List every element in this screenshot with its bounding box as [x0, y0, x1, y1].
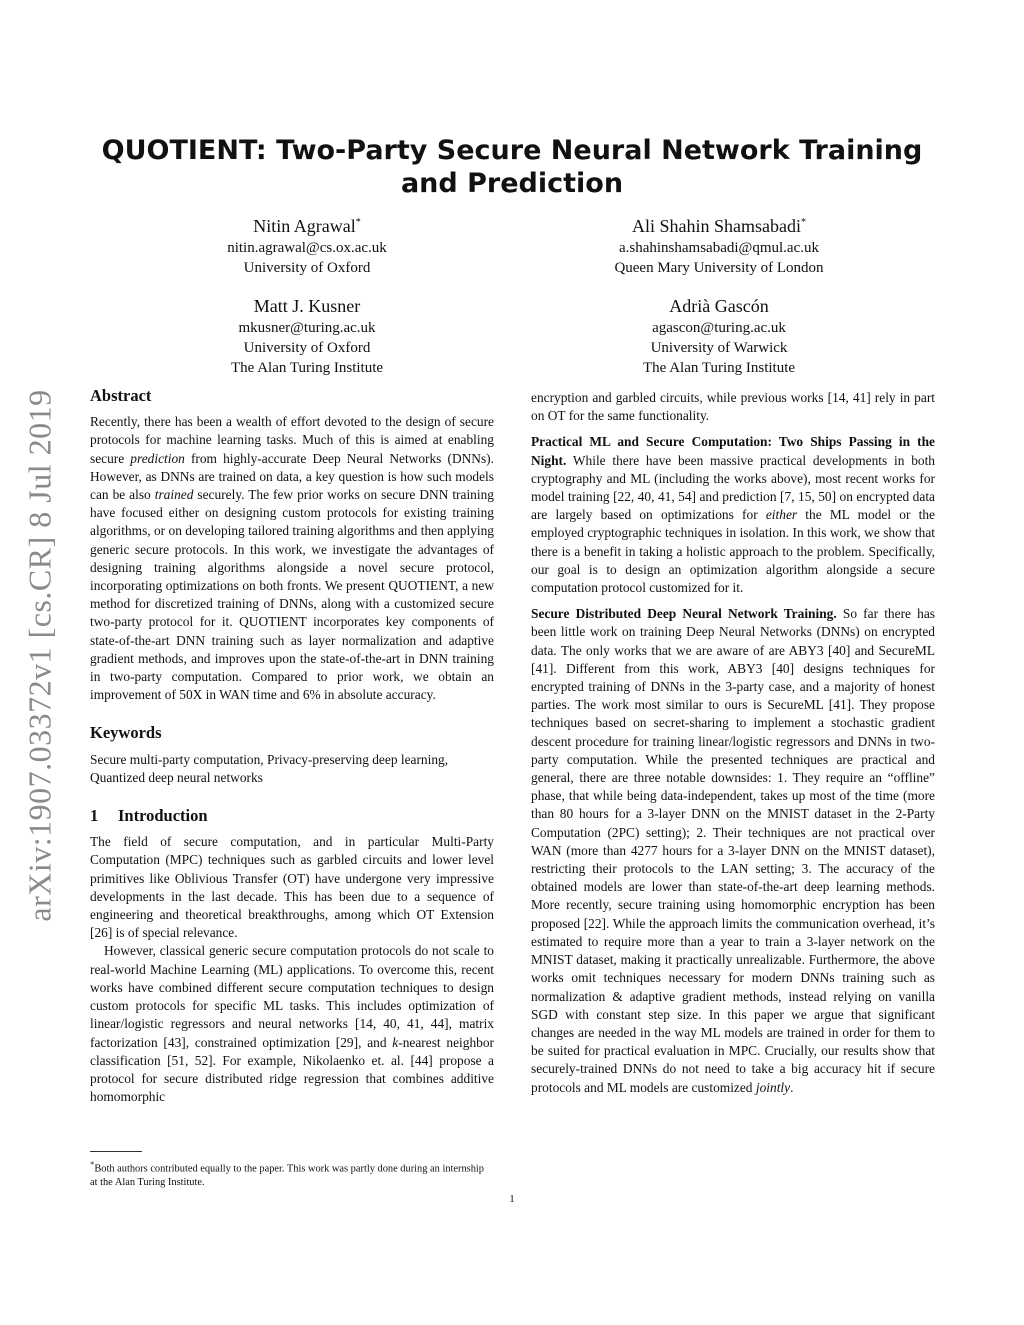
author-name: Adrià Gascón [669, 296, 769, 316]
author-affiliation: University of Oxford [243, 340, 371, 356]
intro-heading: 1 Introduction [90, 806, 208, 826]
intro-paragraph-2: However, classical generic secure computation protocols do not scale to real-world Machine Learning (ML) applications. To overcome this, recent works have combined different secure computation techniques to design custom protocols for specific ML tasks. This includes optimization of linear/logistic regressors and neural networks [14, 40, 41, 44], matrix factorization [43], constrained optimization [29], and k-nearest neighbor classification [51, 52]. For example, Nikolaenko et. al. [44] propose a protocol for secure distributed ridge regression that combines additive homomorphic [90, 943, 494, 1105]
author-name: Matt J. Kusner [253, 296, 361, 316]
author-affiliation: University of Oxford [243, 260, 371, 276]
abstract-text: Recently, there has been a wealth of effort devoted to the design of secure protocols for machine learning tasks. Much of this is aimed at enabling secure prediction from highly-accurate Deep Neural Networks (DNNs). However, as DNNs are trained on data, a key question is how such models can be also trained securely. The few prior works on secure DNN training have focused either on designing custom protocols for existing training algorithms, or on developing tailored training algorithms and then applying generic secure protocols. In this work, we investigate the advantages of designing training algorithms alongside a novel secure protocol, incorporating optimizations on both fronts. We present QUOTIENT, a new method for discretized training of DNNs, along with a customized secure two-party protocol for it. QUOTIENT incorporates key components of state-of-the-art DNN training such as layer normalization and adaptive gradient methods, and improves upon the state-of-the-art in DNN training in two-party computation. Compared to prior work, we obtain an improvement of 50X in WAN time and 6% in absolute accuracy. [90, 414, 494, 703]
author-affiliation: The Alan Turing Institute [230, 360, 384, 376]
page-number: 1 [509, 1193, 515, 1205]
intro-paragraph-1: The field of secure computation, and in particular Multi-Party Computation (MPC) techniques such as garbled circuits and lower level primitives like Oblivious Transfer (OT) have undergone very impressive developments in the last decade. This has been due to a sequence of engineering and theoretical breakthroughs, among which OT Extension [26] is of special relevance. [90, 834, 494, 941]
author-email: a.shahinshamsabadi@qmul.ac.uk [618, 240, 820, 256]
author-block-1 [142, 211, 472, 278]
right-paragraph-1: Practical ML and Secure Computation: Two Ships Passing in the Night. While there have been massive practical developments in both cryptography and ML (including the works above), most recent works for model training [22, 40, 41, 54] and prediction [7, 15, 50] on encrypted data are largely based on optimizations for either the ML model or the employed cryptographic techniques in isolation. In this work, we show that there is a benefit in taking a holistic approach to the problem. Specifically, our goal is to design an optimization algorithm alongside a secure computation protocol customized for it. [531, 434, 936, 596]
footnote: *Both authors contributed equally to the paper. This work was partly done during an internship at the Alan Turing Institute. [90, 1159, 484, 1189]
keywords-heading: Keywords [90, 723, 162, 743]
author-name: Ali Shahin Shamsabadi* [632, 216, 806, 236]
author-block-2 [554, 211, 884, 278]
right-paragraph-2: Secure Distributed Deep Neural Network Training. So far there has been little work on training Deep Neural Networks (DNNs) on encrypted data. The only works that we are aware of are ABY3 [40] and SecureML [41]. Different from this work, ABY3 [40] designs techniques for encrypted training of DNNs in the 3-party case, and a majority of honest parties. The work most similar to ours is SecureML [41]. They propose techniques based on secret-sharing to implement a stochastic gradient descent procedure for training linear/logistic regressors and DNNs in two-party computation. While the presented techniques are practical and general, there are three notable downsides: 1. They require an “offline” phase, that while being data-independent, takes up most of the time (more than 80 hours for a 3-layer DNN on the MNIST dataset in the 2-Party Computation (2PC) setting); 2. Their techniques are not practical over WAN (more than 4277 hours for a 3-layer DNN on the MNIST dataset), restricting their protocols to the LAN setting; 3. The accuracy of the obtained models are lower than state-of-the-art deep learning methods. More recently, secure training using homomorphic encryption has been proposed [22]. While the approach limits the communication overhead, it’s estimated to require more than a year to train a 3-layer network on the MNIST dataset, making it practically unrealizable. Furthermore, the above works omit techniques necessary for modern DNNs training such as normalization & adaptive gradient methods, instead relying on vanilla SGD with constant step size. In this paper we argue that significant changes are needed in the way ML models are trained in order for them to be suited for practical evaluation in MPC. Crucially, our results show that securely-trained DNNs do not need to take a big accuracy hit if secure protocols and ML models are customized jointly. [531, 606, 935, 1095]
author-email: nitin.agrawal@cs.ox.ac.uk [227, 240, 387, 256]
footnote-rule [90, 1151, 142, 1152]
author-affiliation: Queen Mary University of London [614, 260, 824, 276]
author-block-4 [554, 291, 884, 378]
author-email: mkusner@turing.ac.uk [238, 320, 376, 336]
author-block-3 [142, 291, 472, 378]
arxiv-side-identifier [22, 375, 58, 935]
paper-title: QUOTIENT: Two-Party Secure Neural Network Training and Prediction [101, 135, 923, 199]
author-email: agascon@turing.ac.uk [652, 320, 786, 336]
author-affiliation: University of Warwick [650, 340, 788, 356]
arxiv-identifier-text: arXiv:1907.03372v1 [cs.CR] 8 Jul 2019 [21, 388, 58, 922]
left-column [90, 387, 494, 1106]
right-paragraph-0: encryption and garbled circuits, while previous works [14, 41] rely in part on OT for the same functionality. [531, 390, 935, 424]
keywords-text: Secure multi-party computation, Privacy-preserving deep learning, Quantized deep neural networks [90, 751, 449, 785]
author-name: Nitin Agrawal* [253, 216, 361, 236]
author-affiliation: The Alan Turing Institute [642, 360, 796, 376]
right-column [531, 389, 935, 1097]
abstract-heading: Abstract [90, 386, 152, 405]
